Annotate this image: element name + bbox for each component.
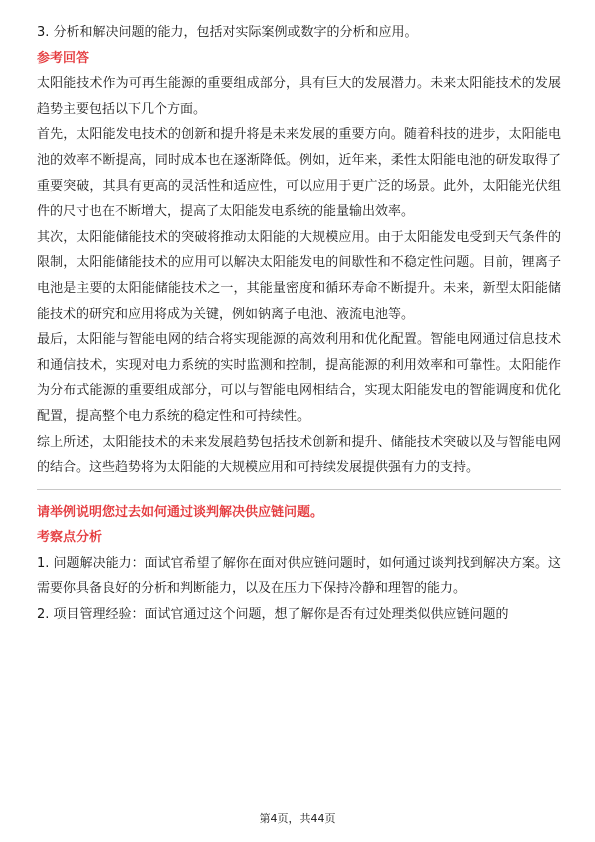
answer-paragraph-5: 综上所述，太阳能技术的未来发展趋势包括技术创新和提升、储能技术突破以及与智能电网的结合。这些趋势将为太阳能的大规模应用和可持续发展提供强有力的支持。 bbox=[37, 434, 561, 476]
intro-item: 3. 分析和解决问题的能力，包括对实际案例或数字的分析和应用。 bbox=[37, 25, 418, 40]
answer-paragraph-2: 首先，太阳能发电技术的创新和提升将是未来发展的重要方向。随着科技的进步，太阳能电池的效率不断提高，同时成本也在逐渐降低。例如，近年来，柔性太阳能电池的研发取得了重要突破，其具有更高的灵活性和适应性，可以应用于更广泛的场景。此外，太阳能光伏组件的尺寸也在不断增大，提高了太阳能发电系统的能量输出效率。 bbox=[37, 127, 561, 220]
answer-paragraph-4: 最后，太阳能与智能电网的结合将实现能源的高效利用和优化配置。智能电网通过信息技术和通信技术，实现对电力系统的实时监测和控制，提高能源的利用效率和可靠性。太阳能作为分布式能源的重要组成部分，可以与智能电网相结合，实现太阳能发电的智能调度和优化配置，提高整个电力系统的稳定性和可持续性。 bbox=[37, 332, 561, 424]
answer-heading: 参考回答 bbox=[37, 50, 90, 66]
document-body bbox=[37, 20, 561, 628]
page-number-footer: 第4页，共44页 bbox=[259, 812, 336, 825]
analysis-item-1: 1. 问题解决能力：面试官希望了解你在面对供应链问题时，如何通过谈判找到解决方案。这需要你具备良好的分析和判断能力，以及在压力下保持冷静和理智的能力。 bbox=[37, 555, 561, 597]
question-heading: 请举例说明您过去如何通过谈判解决供应链问题。 bbox=[37, 504, 324, 520]
analysis-heading: 考察点分析 bbox=[37, 530, 103, 546]
analysis-item-2: 2. 项目管理经验：面试官通过这个问题，想了解你是否有过处理类似供应链问题的 bbox=[37, 607, 509, 623]
answer-paragraph-1: 太阳能技术作为可再生能源的重要组成部分，具有巨大的发展潜力。未来太阳能技术的发展趋势主要包括以下几个方面。 bbox=[37, 76, 561, 117]
section-divider bbox=[37, 489, 561, 490]
answer-paragraph-3: 其次，太阳能储能技术的突破将推动太阳能的大规模应用。由于太阳能发电受到天气条件的限制，太阳能储能技术的应用可以解决太阳能发电的间歇性和不稳定性问题。目前，锂离子电池是主要的太阳能储能技术之一，其能量密度和循环寿命不断提升。未来，新型太阳能储能技术的研究和应用将成为关键，例如钠离子电池、液流电池等。 bbox=[37, 229, 561, 322]
